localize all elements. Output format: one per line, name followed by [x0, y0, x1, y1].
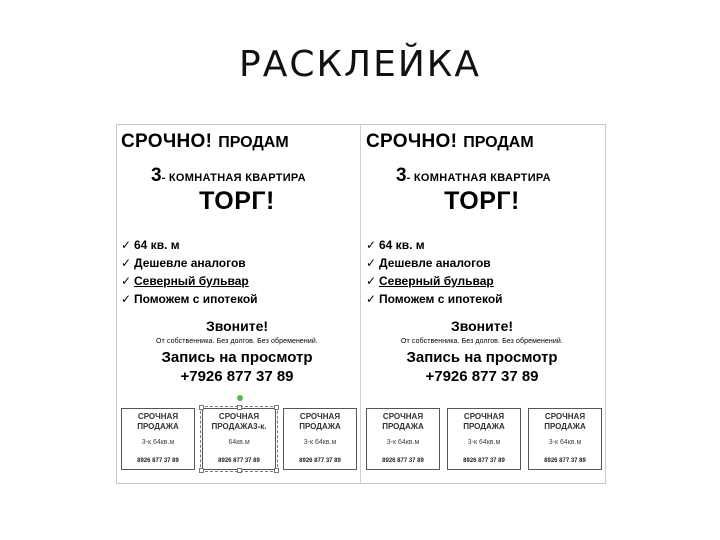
owner-note: От собственника. Без долгов. Без обременений.	[156, 338, 318, 345]
tab-info: 3-к 64кв.м	[141, 439, 175, 446]
resize-handle[interactable]	[274, 405, 279, 410]
headline-sell: ПРОДАМ	[218, 134, 289, 151]
tear-off-tab	[283, 408, 357, 470]
rooms-text: - КОМНАТНАЯ КВАРТИРА	[406, 172, 551, 184]
viewing-text: Запись на просмотр	[161, 349, 313, 366]
headline-sell: ПРОДАМ	[463, 134, 534, 151]
tab-title: СРОЧНАЯ ПРОДАЖА3-к.	[211, 412, 267, 431]
check-icon: ✓	[366, 274, 377, 288]
rooms-text: - КОМНАТНАЯ КВАРТИРА	[161, 172, 306, 184]
tab-info: 3-к 64кв.м	[303, 439, 337, 446]
tear-off-tab-selected[interactable]	[202, 408, 276, 470]
feature-item	[366, 272, 503, 290]
feature-text: Дешевле аналогов	[379, 256, 491, 270]
resize-handle[interactable]	[199, 405, 204, 410]
tear-off-tabs	[121, 408, 357, 470]
feature-text: Поможем с ипотекой	[379, 292, 503, 306]
phone-number: +7926 877 37 89	[425, 368, 539, 385]
check-icon: ✓	[366, 292, 377, 306]
rotate-handle[interactable]	[237, 395, 243, 401]
feature-item	[121, 236, 258, 254]
resize-handle[interactable]	[237, 468, 242, 473]
tab-title: СРОЧНАЯ ПРОДАЖА	[463, 412, 505, 431]
headline-urgent: СРОЧНО!	[121, 131, 213, 152]
resize-handle[interactable]	[199, 468, 204, 473]
call-text: Звоните!	[450, 318, 514, 334]
owner-note: От собственника. Без долгов. Без обременений.	[401, 338, 563, 345]
tab-title: СРОЧНАЯ ПРОДАЖА	[299, 412, 341, 431]
headline-urgent: СРОЧНО!	[366, 131, 458, 152]
feature-text: Поможем с ипотекой	[134, 292, 258, 306]
flyer-left	[117, 125, 361, 483]
feature-item	[366, 290, 503, 308]
feature-item	[121, 272, 258, 290]
check-icon: ✓	[121, 256, 132, 270]
tab-title: СРОЧНАЯ ПРОДАЖА	[382, 412, 424, 431]
check-icon: ✓	[366, 256, 377, 270]
tear-off-tabs	[366, 408, 602, 470]
rooms-number: 3	[396, 165, 407, 186]
tab-phone: 8926 877 37 89	[544, 458, 586, 464]
tab-phone: 8926 877 37 89	[218, 458, 260, 464]
feature-text: 64 кв. м	[379, 238, 425, 252]
bargain-text: ТОРГ!	[444, 187, 520, 215]
tab-info: 3-к 64кв.м	[386, 439, 420, 446]
resize-handle[interactable]	[274, 468, 279, 473]
feature-text: Северный бульвар	[134, 274, 249, 288]
headline	[121, 131, 289, 153]
tear-off-tab	[121, 408, 195, 470]
tab-phone: 8926 877 37 89	[382, 458, 424, 464]
flyer-image	[116, 124, 606, 484]
rooms-line	[151, 165, 306, 187]
tab-info: 3-к 64кв.м	[467, 439, 501, 446]
feature-item	[121, 254, 258, 272]
tear-off-tab	[447, 408, 521, 470]
feature-text: 64 кв. м	[134, 238, 180, 252]
check-icon: ✓	[121, 238, 132, 252]
feature-item	[366, 254, 503, 272]
tear-off-tab	[528, 408, 602, 470]
flyer-right	[362, 125, 606, 483]
feature-item	[121, 290, 258, 308]
feature-text: Северный бульвар	[379, 274, 494, 288]
tab-info: 3-к 64кв.м	[548, 439, 582, 446]
check-icon: ✓	[121, 274, 132, 288]
tab-info: 64кв.м	[228, 439, 250, 446]
slide-title: РАСКЛЕЙКА	[239, 44, 481, 85]
tab-phone: 8926 877 37 89	[137, 458, 179, 464]
rooms-line	[396, 165, 551, 187]
phone-number: +7926 877 37 89	[180, 368, 294, 385]
tab-title: СРОЧНАЯ ПРОДАЖА	[544, 412, 586, 431]
tab-title: СРОЧНАЯ ПРОДАЖА	[137, 412, 179, 431]
rooms-number: 3	[151, 165, 162, 186]
tab-phone: 8926 877 37 89	[463, 458, 505, 464]
resize-handle[interactable]	[237, 405, 242, 410]
feature-list	[366, 236, 503, 308]
tear-off-tab	[366, 408, 440, 470]
viewing-text: Запись на просмотр	[406, 349, 558, 366]
check-icon: ✓	[366, 238, 377, 252]
feature-list	[121, 236, 258, 308]
tab-phone: 8926 877 37 89	[299, 458, 341, 464]
feature-text: Дешевле аналогов	[134, 256, 246, 270]
call-text: Звоните!	[205, 318, 269, 334]
headline	[366, 131, 534, 153]
check-icon: ✓	[121, 292, 132, 306]
feature-item	[366, 236, 503, 254]
bargain-text: ТОРГ!	[199, 187, 275, 215]
